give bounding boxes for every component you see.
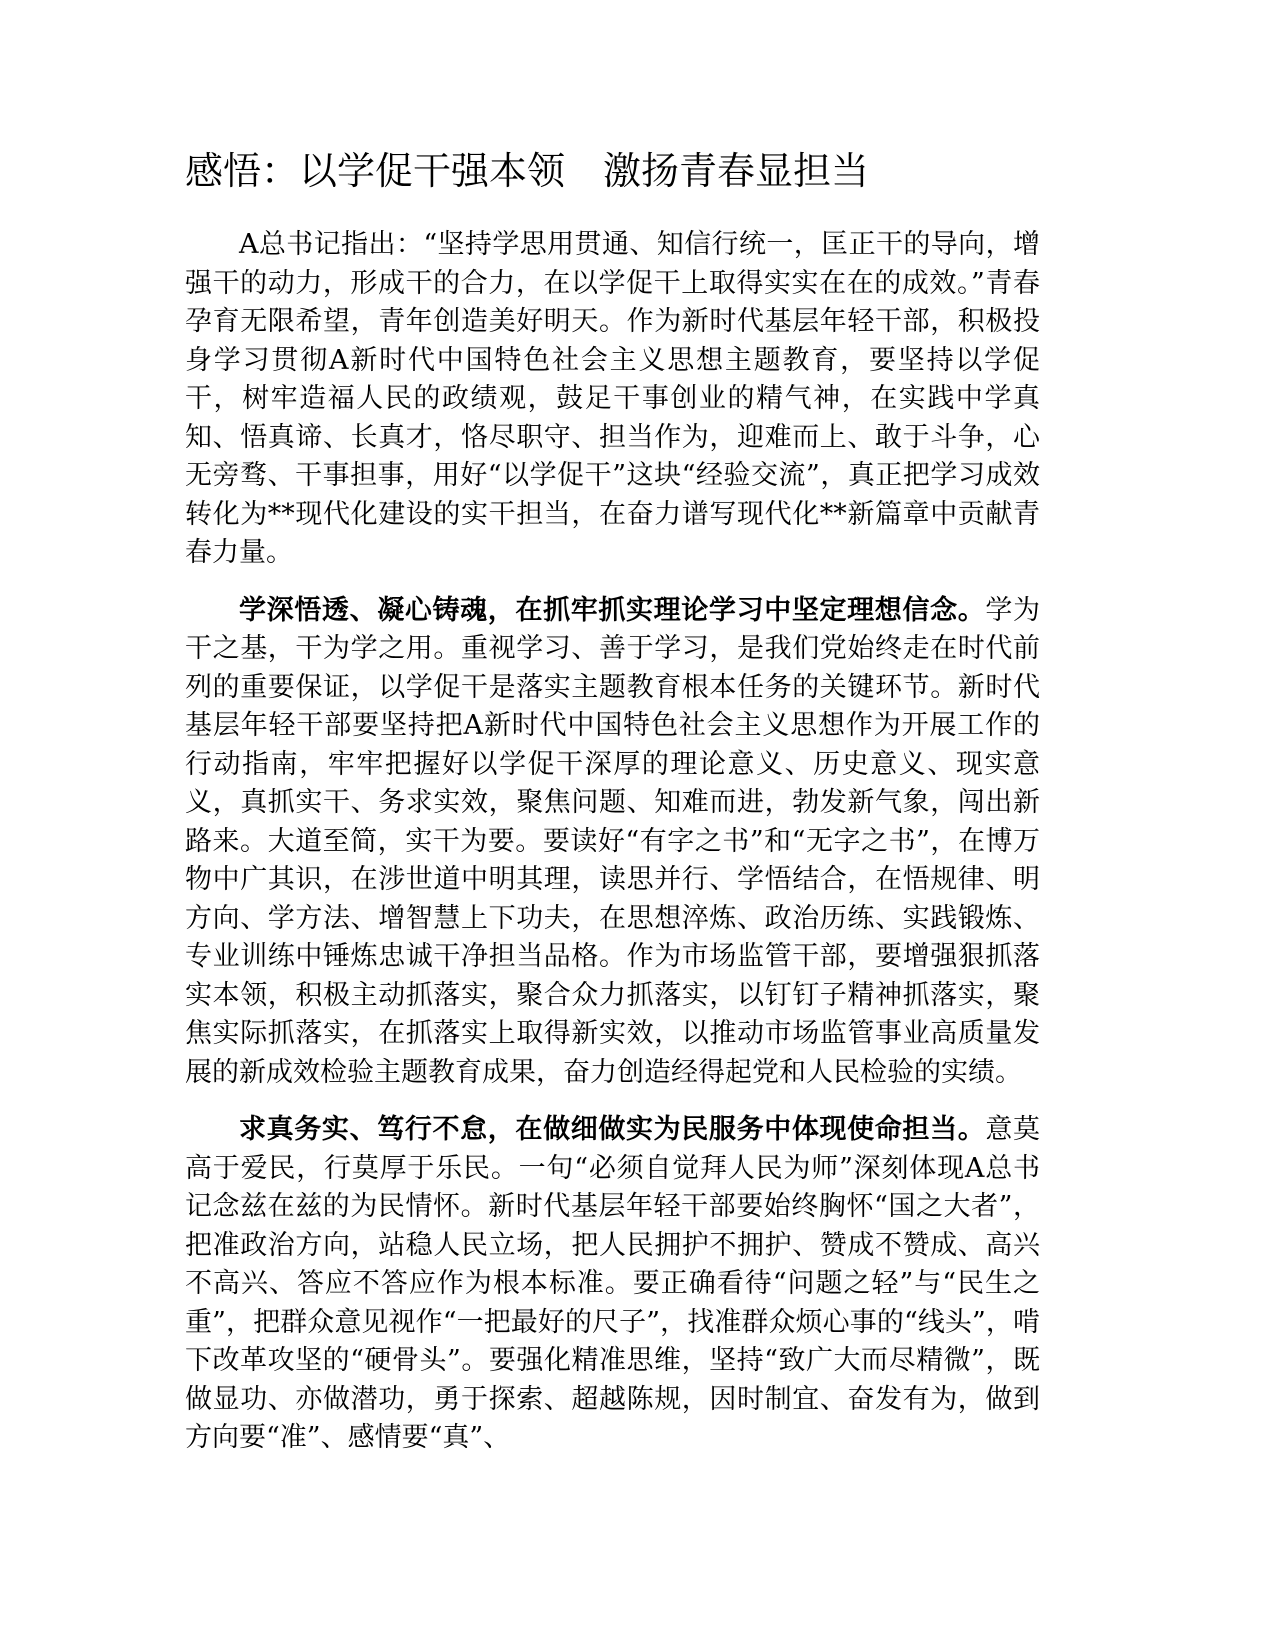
paragraph-text: 学为干之基，干为学之用。重视学习、善于学习，是我们党始终走在时代前列的重要保证，以学促干是落实主题教育根本任务的关键环节。新时代基层年轻干部要坚持把A新时代中国特色社会主义思想作为开展工作的行动指南，牢牢把握好以学促干深厚的理论意义、历史意义、现实意义，真抓实干、务求实效，聚焦问题、知难而进，勃发新气象，闯出新路来。大道至简，实干为要。要读好“有字之书”和“无字之书”，在博万物中广其识，在涉世道中明其理，读思并行、学悟结合，在悟规律、明方向、学方法、增智慧上下功夫，在思想淬炼、政治历练、实践锻炼、专业训练中锤炼忠诚干净担当品格。作为市场监管干部，要增强狠抓落实本领，积极主动抓落实，聚合众力抓落实，以钉钉子精神抓落实，聚焦实际抓落实，在抓落实上取得新实效，以推动市场监管事业高质量发展的新成效检验主题教育成果，奋力创造经得起党和人民检验的实绩。 [185,594,1041,1088]
paragraph-text: A总书记指出：“坚持学思用贯通、知信行统一，匡正干的导向，增强干的动力，形成干的合力，在以学促干上取得实实在在的成效。”青春孕育无限希望，青年创造美好明天。作为新时代基层年轻干部，积极投身学习贯彻A新时代中国特色社会主义思想主题教育，要坚持以学促干，树牢造福人民的政绩观，鼓足干事创业的精气神，在实践中学真知、悟真谛、长真才，恪尽职守、担当作为，迎难而上、敢于斗争，心无旁骛、干事担事，用好“以学促干”这块“经验交流”，真正把学习成效转化为**现代化建设的实干担当，在奋力谱写现代化**新篇章中贡献青春力量。 [185,229,1040,568]
paragraph-public-service [185,1111,1040,1458]
article-body [185,226,1040,1458]
paragraph-theory-study [185,592,1040,1093]
paragraph-lead-heading: 求真务实、笃行不怠，在做细做实为民服务中体现使命担当。 [239,1114,986,1145]
paragraph-lead-heading: 学深悟透、凝心铸魂，在抓牢抓实理论学习中坚定理想信念。 [239,594,986,626]
page-title: 感悟：以学促干强本领 激扬青春显担当 [185,149,870,193]
paragraph-intro [185,226,1040,573]
paragraph-text: 意莫高于爱民，行莫厚于乐民。一句“必须自觉拜人民为师”深刻体现A总书记念兹在兹的为民情怀。新时代基层年轻干部要始终胸怀“国之大者”，把准政治方向，站稳人民立场，把人民拥护不拥护、赞成不赞成、高兴不高兴、答应不答应作为根本标准。要正确看待“问题之轻”与“民生之重”，把群众意见视作“一把最好的尺子”，找准群众烦心事的“线头”，啃下改革攻坚的“硬骨头”。要强化精准思维，坚持“致广大而尽精微”，既做显功、亦做潜功，勇于探索、超越陈规，因时制宜、奋发有为，做到方向要“准”、感情要“真”、 [185,1114,1041,1453]
